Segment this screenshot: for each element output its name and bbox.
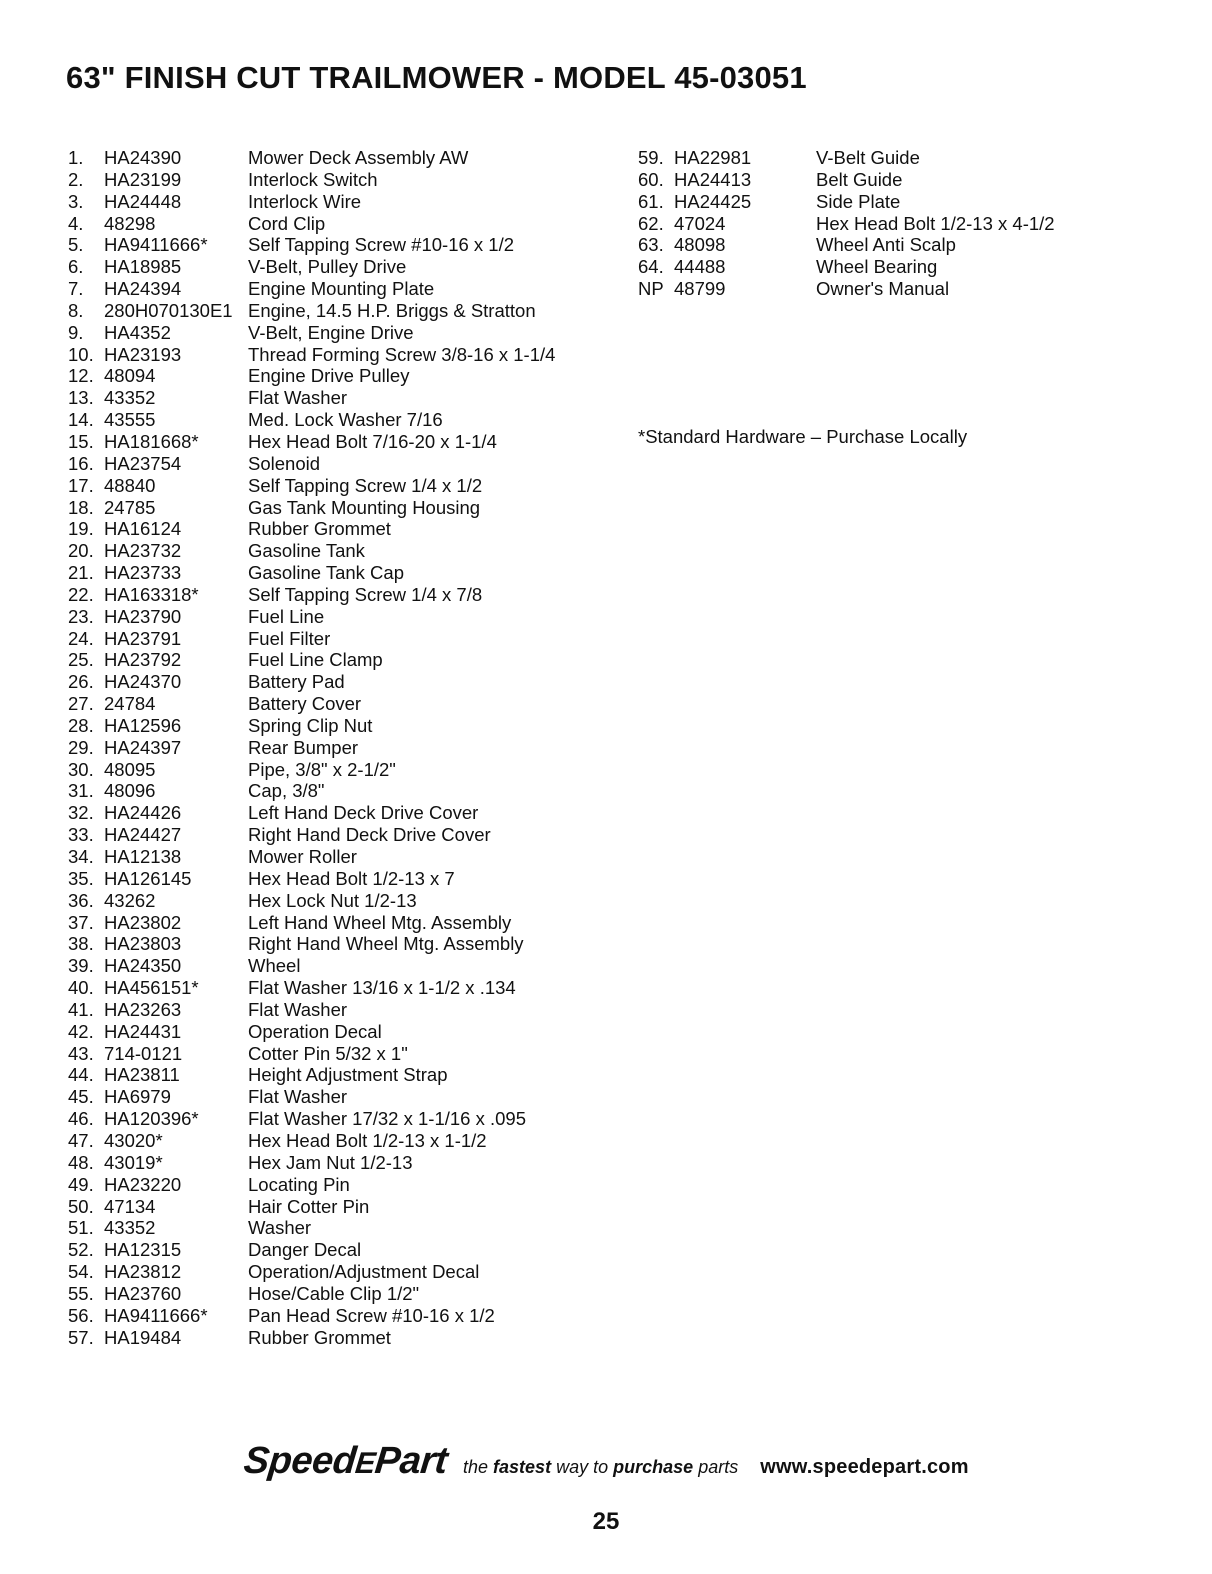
part-description: Hex Head Bolt 1/2-13 x 4-1/2 xyxy=(816,212,1055,234)
parts-row xyxy=(638,278,1098,300)
part-description: Gasoline Tank xyxy=(248,540,365,562)
item-number: 51. xyxy=(68,1217,94,1239)
part-description: Belt Guide xyxy=(816,168,903,190)
part-number: HA24397 xyxy=(104,736,182,758)
part-description: Operation Decal xyxy=(248,1020,382,1042)
part-number: 48840 xyxy=(104,474,156,496)
part-number: HA23790 xyxy=(104,605,182,627)
parts-row xyxy=(638,234,1098,256)
parts-row xyxy=(68,1152,608,1174)
parts-row xyxy=(68,300,608,322)
parts-row xyxy=(68,1261,608,1283)
footer-tagline xyxy=(463,1457,738,1478)
item-number: NP xyxy=(638,278,664,300)
part-description: Side Plate xyxy=(816,190,901,212)
part-description: Med. Lock Washer 7/16 xyxy=(248,409,443,431)
part-number: 714-0121 xyxy=(104,1042,183,1064)
part-number: 48799 xyxy=(674,278,726,300)
item-number: 17. xyxy=(68,474,94,496)
parts-row xyxy=(68,1108,608,1130)
item-number: 60. xyxy=(638,168,664,190)
part-description: Operation/Adjustment Decal xyxy=(248,1261,480,1283)
item-number: 49. xyxy=(68,1173,94,1195)
parts-row xyxy=(68,365,608,387)
item-number: 52. xyxy=(68,1239,94,1261)
part-number: 48094 xyxy=(104,365,156,387)
part-description: Left Hand Wheel Mtg. Assembly xyxy=(248,911,512,933)
part-description: Cap, 3/8" xyxy=(248,780,325,802)
part-description: V-Belt Guide xyxy=(816,147,920,168)
part-number: HA23802 xyxy=(104,911,182,933)
part-description: Wheel xyxy=(248,955,301,977)
item-number: 56. xyxy=(68,1304,94,1326)
parts-row xyxy=(68,409,608,431)
item-number: 59. xyxy=(638,147,664,168)
part-number: HA4352 xyxy=(104,321,171,343)
standard-hardware-note: *Standard Hardware – Purchase Locally xyxy=(638,426,968,447)
item-number: 42. xyxy=(68,1020,94,1042)
parts-row xyxy=(68,169,608,191)
parts-row xyxy=(68,802,608,824)
parts-row xyxy=(68,234,608,256)
item-number: 1. xyxy=(68,147,84,168)
part-number: HA24350 xyxy=(104,955,182,977)
parts-row xyxy=(68,213,608,235)
parts-row xyxy=(68,1327,608,1349)
part-description: Right Hand Wheel Mtg. Assembly xyxy=(248,933,524,955)
item-number: 18. xyxy=(68,496,94,518)
item-number: 8. xyxy=(68,299,84,321)
page-number: 25 xyxy=(592,1508,620,1535)
item-number: 39. xyxy=(68,955,94,977)
parts-row xyxy=(68,147,608,169)
speedepart-logo xyxy=(242,1440,450,1483)
item-number: 40. xyxy=(68,977,94,999)
parts-row xyxy=(68,191,608,213)
parts-row xyxy=(68,671,608,693)
item-number: 62. xyxy=(638,212,664,234)
part-number: HA23733 xyxy=(104,562,182,584)
part-number: 280H070130E1 xyxy=(104,299,233,321)
parts-row xyxy=(68,256,608,278)
parts-row xyxy=(68,322,608,344)
item-number: 29. xyxy=(68,736,94,758)
part-number: HA23193 xyxy=(104,343,182,365)
part-description: Mower Deck Assembly AW xyxy=(248,147,469,168)
parts-row xyxy=(68,846,608,868)
parts-row xyxy=(68,475,608,497)
part-number: HA23754 xyxy=(104,452,182,474)
part-description: Battery Pad xyxy=(248,671,345,693)
parts-row xyxy=(68,1130,608,1152)
item-number: 28. xyxy=(68,714,94,736)
parts-row xyxy=(638,147,1098,169)
parts-row xyxy=(68,933,608,955)
parts-row xyxy=(68,759,608,781)
part-description: Engine, 14.5 H.P. Briggs & Stratton xyxy=(248,299,536,321)
parts-row xyxy=(68,562,608,584)
logo-text-speed: Speed xyxy=(241,1440,358,1482)
part-number: HA6979 xyxy=(104,1086,171,1108)
item-number: 22. xyxy=(68,583,94,605)
parts-row xyxy=(68,1239,608,1261)
parts-row xyxy=(68,1196,608,1218)
part-description: Flat Washer 17/32 x 1-1/16 x .095 xyxy=(248,1108,526,1130)
part-description: Battery Cover xyxy=(248,693,362,715)
tagline-word: way to xyxy=(556,1457,609,1477)
item-number: 43. xyxy=(68,1042,94,1064)
logo-text-e: E xyxy=(353,1447,377,1480)
item-number: 24. xyxy=(68,627,94,649)
parts-row xyxy=(68,1086,608,1108)
parts-row xyxy=(68,868,608,890)
parts-row xyxy=(68,584,608,606)
part-description: Hex Lock Nut 1/2-13 xyxy=(248,889,417,911)
parts-row xyxy=(68,1283,608,1305)
part-number: 43262 xyxy=(104,889,156,911)
item-number: 47. xyxy=(68,1129,94,1151)
part-description: Flat Washer xyxy=(248,1086,348,1108)
part-description: V-Belt, Pulley Drive xyxy=(248,256,407,278)
part-number: HA23803 xyxy=(104,933,182,955)
parts-row xyxy=(68,606,608,628)
item-number: 14. xyxy=(68,409,94,431)
item-number: 2. xyxy=(68,168,84,190)
part-description: Washer xyxy=(248,1217,312,1239)
part-number: HA12315 xyxy=(104,1239,182,1261)
part-description: Owner's Manual xyxy=(816,278,950,300)
part-number: 47134 xyxy=(104,1195,156,1217)
item-number: 20. xyxy=(68,540,94,562)
item-number: 63. xyxy=(638,234,664,256)
parts-row xyxy=(68,497,608,519)
part-number: 43352 xyxy=(104,1217,156,1239)
tagline-word: the xyxy=(462,1457,489,1477)
part-description: Mower Roller xyxy=(248,846,357,867)
item-number: 23. xyxy=(68,605,94,627)
parts-row xyxy=(68,1021,608,1043)
part-number: HA9411666* xyxy=(104,234,208,256)
part-description: Hex Head Bolt 7/16-20 x 1-1/4 xyxy=(248,430,497,452)
part-number: 24785 xyxy=(104,496,156,518)
part-description: Danger Decal xyxy=(248,1239,362,1261)
part-description: Flat Washer 13/16 x 1-1/2 x .134 xyxy=(248,977,516,999)
part-description: Self Tapping Screw 1/4 x 1/2 xyxy=(248,474,483,496)
part-number: HA24448 xyxy=(104,190,182,212)
item-number: 25. xyxy=(68,649,94,671)
part-number: HA23732 xyxy=(104,540,182,562)
part-description: Self Tapping Screw 1/4 x 7/8 xyxy=(248,583,483,605)
part-number: HA18985 xyxy=(104,256,182,278)
part-number: HA24431 xyxy=(104,1020,182,1042)
part-number: HA9411666* xyxy=(104,1304,208,1326)
item-number: 31. xyxy=(68,780,94,802)
part-number: 48298 xyxy=(104,212,156,234)
item-number: 21. xyxy=(68,562,94,584)
part-number: HA16124 xyxy=(104,518,182,540)
item-number: 12. xyxy=(68,365,94,387)
parts-row xyxy=(638,191,1098,213)
part-description: Rear Bumper xyxy=(248,736,359,758)
item-number: 32. xyxy=(68,802,94,824)
tagline-word: fastest xyxy=(493,1457,552,1477)
part-description: Hex Head Bolt 1/2-13 x 7 xyxy=(248,867,455,889)
speedepart-footer xyxy=(241,1440,969,1500)
part-description: Flat Washer xyxy=(248,998,348,1020)
part-number: HA12138 xyxy=(104,846,182,867)
part-number: HA23791 xyxy=(104,627,182,649)
part-description: Hex Jam Nut 1/2-13 xyxy=(248,1151,413,1173)
tagline-word: parts xyxy=(698,1457,739,1477)
part-number: HA24390 xyxy=(104,147,182,168)
part-number: HA23760 xyxy=(104,1282,182,1304)
part-description: Hex Head Bolt 1/2-13 x 1-1/2 xyxy=(248,1129,487,1151)
parts-row xyxy=(68,999,608,1021)
item-number: 5. xyxy=(68,234,84,256)
part-number: 43352 xyxy=(104,387,156,409)
part-number: HA12596 xyxy=(104,714,182,736)
item-number: 55. xyxy=(68,1282,94,1304)
item-number: 54. xyxy=(68,1261,94,1283)
item-number: 41. xyxy=(68,998,94,1020)
parts-row xyxy=(638,256,1098,278)
parts-row xyxy=(68,518,608,540)
parts-row xyxy=(68,1043,608,1065)
item-number: 57. xyxy=(68,1326,94,1348)
parts-row xyxy=(68,453,608,475)
part-description: Left Hand Deck Drive Cover xyxy=(248,802,479,824)
part-number: 48098 xyxy=(674,234,726,256)
part-description: Pan Head Screw #10-16 x 1/2 xyxy=(248,1304,495,1326)
parts-row xyxy=(68,955,608,977)
parts-row xyxy=(68,912,608,934)
parts-row xyxy=(68,890,608,912)
part-description: Hair Cotter Pin xyxy=(248,1195,370,1217)
part-number: HA23220 xyxy=(104,1173,182,1195)
part-description: Cotter Pin 5/32 x 1" xyxy=(248,1042,408,1064)
footer-url: www.speedepart.com xyxy=(760,1456,969,1478)
part-description: Right Hand Deck Drive Cover xyxy=(248,824,491,846)
parts-row xyxy=(68,977,608,999)
part-number: HA456151* xyxy=(104,977,199,999)
part-number: 43020* xyxy=(104,1129,163,1151)
item-number: 10. xyxy=(68,343,94,365)
parts-row xyxy=(68,1064,608,1086)
parts-row xyxy=(68,540,608,562)
part-number: HA23792 xyxy=(104,649,182,671)
parts-row xyxy=(68,737,608,759)
part-description: Locating Pin xyxy=(248,1173,350,1195)
item-number: 50. xyxy=(68,1195,94,1217)
part-description: Thread Forming Screw 3/8-16 x 1-1/4 xyxy=(248,343,556,365)
item-number: 33. xyxy=(68,824,94,846)
item-number: 35. xyxy=(68,867,94,889)
part-description: V-Belt, Engine Drive xyxy=(248,321,414,343)
part-number: HA24426 xyxy=(104,802,182,824)
item-number: 44. xyxy=(68,1064,94,1086)
part-description: Interlock Switch xyxy=(248,168,378,190)
part-description: Flat Washer xyxy=(248,387,348,409)
part-number: HA24413 xyxy=(674,168,752,190)
logo-text-part: Part xyxy=(372,1440,450,1482)
part-description: Engine Mounting Plate xyxy=(248,278,435,300)
part-number: 43019* xyxy=(104,1151,163,1173)
part-description: Fuel Line Clamp xyxy=(248,649,383,671)
item-number: 61. xyxy=(638,190,664,212)
item-number: 27. xyxy=(68,693,94,715)
tagline-word: purchase xyxy=(613,1457,694,1477)
item-number: 4. xyxy=(68,212,84,234)
parts-row xyxy=(638,213,1098,235)
item-number: 37. xyxy=(68,911,94,933)
part-number: HA163318* xyxy=(104,583,199,605)
parts-list-right xyxy=(638,147,1098,300)
part-number: HA23811 xyxy=(104,1064,180,1086)
part-description: Engine Drive Pulley xyxy=(248,365,410,387)
item-number: 13. xyxy=(68,387,94,409)
part-number: HA120396* xyxy=(104,1108,199,1130)
parts-row xyxy=(68,693,608,715)
item-number: 3. xyxy=(68,190,84,212)
item-number: 9. xyxy=(68,321,84,343)
item-number: 19. xyxy=(68,518,94,540)
parts-row xyxy=(68,628,608,650)
item-number: 30. xyxy=(68,758,94,780)
item-number: 34. xyxy=(68,846,94,867)
part-number: 43555 xyxy=(104,409,156,431)
item-number: 38. xyxy=(68,933,94,955)
part-description: Self Tapping Screw #10-16 x 1/2 xyxy=(248,234,515,256)
parts-row xyxy=(68,344,608,366)
parts-row xyxy=(68,715,608,737)
parts-row xyxy=(68,1217,608,1239)
part-number: HA126145 xyxy=(104,867,192,889)
part-description: Pipe, 3/8" x 2-1/2" xyxy=(248,758,396,780)
parts-row xyxy=(68,387,608,409)
part-number: HA23812 xyxy=(104,1261,182,1283)
part-description: Wheel Anti Scalp xyxy=(816,234,956,256)
item-number: 36. xyxy=(68,889,94,911)
part-description: Height Adjustment Strap xyxy=(248,1064,448,1086)
parts-row xyxy=(638,169,1098,191)
parts-row xyxy=(68,1305,608,1327)
parts-row xyxy=(68,431,608,453)
part-number: HA24370 xyxy=(104,671,182,693)
parts-row xyxy=(68,824,608,846)
item-number: 15. xyxy=(68,430,94,452)
part-number: HA23263 xyxy=(104,998,182,1020)
part-description: Cord Clip xyxy=(248,212,326,234)
parts-row xyxy=(68,649,608,671)
part-number: HA24425 xyxy=(674,190,752,212)
part-number: HA181668* xyxy=(104,430,199,452)
part-description: Spring Clip Nut xyxy=(248,714,373,736)
part-number: HA23199 xyxy=(104,168,182,190)
part-number: HA19484 xyxy=(104,1326,182,1348)
item-number: 64. xyxy=(638,256,664,278)
part-description: Gasoline Tank Cap xyxy=(248,562,404,584)
part-description: Rubber Grommet xyxy=(248,518,391,540)
part-description: Interlock Wire xyxy=(248,190,362,212)
part-description: Rubber Grommet xyxy=(248,1326,391,1348)
page-title: 63" FINISH CUT TRAILMOWER - MODEL 45-03051 xyxy=(66,60,807,95)
part-number: 48096 xyxy=(104,780,156,802)
part-number: HA24394 xyxy=(104,278,182,300)
item-number: 16. xyxy=(68,452,94,474)
part-number: 44488 xyxy=(674,256,726,278)
part-description: Hose/Cable Clip 1/2" xyxy=(248,1282,420,1304)
parts-row xyxy=(68,1174,608,1196)
part-description: Solenoid xyxy=(248,452,321,474)
part-description: Gas Tank Mounting Housing xyxy=(248,496,481,518)
part-number: HA22981 xyxy=(674,147,752,168)
part-number: 47024 xyxy=(674,212,726,234)
item-number: 26. xyxy=(68,671,94,693)
part-description: Fuel Filter xyxy=(248,627,331,649)
part-number: 48095 xyxy=(104,758,156,780)
item-number: 6. xyxy=(68,256,84,278)
part-description: Fuel Line xyxy=(248,605,325,627)
part-number: 24784 xyxy=(104,693,156,715)
parts-row xyxy=(68,278,608,300)
part-description: Wheel Bearing xyxy=(816,256,938,278)
part-number: HA24427 xyxy=(104,824,182,846)
parts-list-left xyxy=(68,147,608,1348)
item-number: 48. xyxy=(68,1151,94,1173)
item-number: 7. xyxy=(68,278,84,300)
item-number: 46. xyxy=(68,1108,94,1130)
item-number: 45. xyxy=(68,1086,94,1108)
parts-row xyxy=(68,780,608,802)
